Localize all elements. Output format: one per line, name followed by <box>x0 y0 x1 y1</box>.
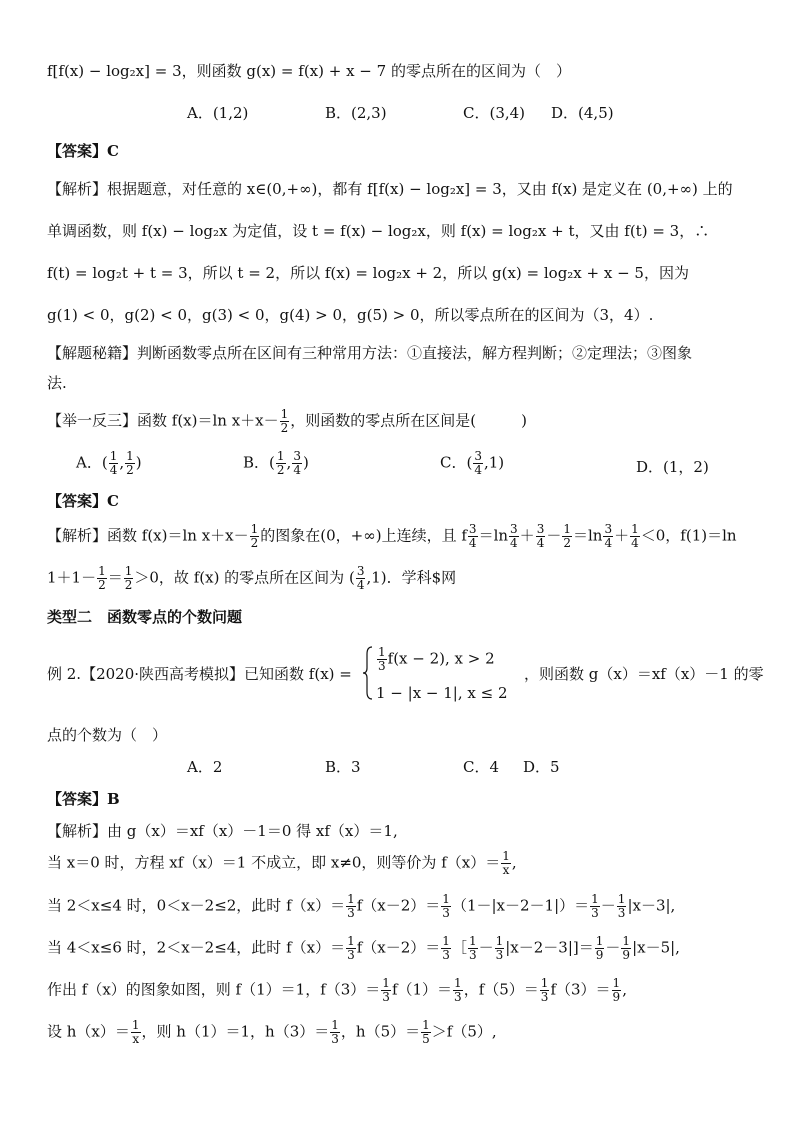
option-d: D．(4,5) <box>551 104 614 122</box>
example-title: 例 2.【2020·陕西高考模拟】已知函数 f(x) = <box>47 665 352 683</box>
text-line: f[f(x) − log₂x] = 3，则函数 g(x) = f(x) + x − 7 的零点所在的区间为（ ） <box>47 62 571 80</box>
text-line: g(1) < 0，g(2) < 0，g(3) < 0，g(4) > 0，g(5) > 0，所以零点所在的区间为（3，4）. <box>47 306 654 324</box>
answer-label: 【答案】B <box>47 790 120 808</box>
solution-line: 设 h（x）＝ $\frac{1}{x}$ ，则 h（1）＝1，h（3）＝ $\frac{1}{3}$ ，h（5）＝ $\frac{1}{5}$ ＞f（5）, <box>47 1018 497 1046</box>
option-c: C．( $\frac{3}{4}$ ,1) <box>440 449 505 477</box>
solution-line: 作出 f（x）的图象如图，则 f（1）＝1，f（3）＝ $\frac{1}{3}$ f（1）＝ $\frac{1}{3}$ ，f（5）＝ $\frac{1}{3}$ f（3）＝ $\frac{1}{9}$ , <box>47 976 627 1004</box>
piecewise-case-2: 1 − |x − 1|, x ≤ 2 <box>376 684 508 702</box>
fraction: $\frac{1}{2}$ <box>280 407 289 435</box>
text-line: 法. <box>47 374 67 392</box>
option-a: A．2 <box>187 758 223 776</box>
solution-line: 当 x＝0 时，方程 xf（x）＝1 不成立，即 x≠0，则等价为 f（x）＝ $\frac{1}{x}$ , <box>47 849 517 877</box>
option-b: B．(2,3) <box>325 104 387 122</box>
option-a: A．( $\frac{1}{4}$ , $\frac{1}{2}$ ) <box>76 449 142 477</box>
piecewise-brace <box>362 646 374 700</box>
text-line: 单调函数，则 f(x) − log₂x 为定值，设 t = f(x) − log₂x，则 f(x) = log₂x + t，又由 f(t) = 3，∴ <box>47 222 710 240</box>
text-line: 【解题秘籍】判断函数零点所在区间有三种常用方法：①直接法，解方程判断；②定理法；③图象 <box>47 344 693 362</box>
solution-line: 【解析】函数 f(x)＝ln x＋x－ $\frac{1}{2}$ 的图象在(0，+∞)上连续，且 f $\frac{3}{4}$ ＝ln $\frac{3}{4}$ ＋ $\frac{3}{4}$ － $\frac{1}{2}$ ＝ln $\frac{3}{4}$ ＋ $\frac{1}{4}$ ＜0，f(1)＝ln <box>47 522 737 550</box>
option-c: C．4 <box>463 758 500 776</box>
text-line: 点的个数为（ ） <box>47 726 168 744</box>
text-line: f(t) = log₂t + t = 3，所以 t = 2，所以 f(x) = log₂x + 2，所以 g(x) = log₂x + x − 5，因为 <box>47 264 689 282</box>
piecewise-case-1: $\frac{1}{3}$ f(x − 2), x > 2 <box>378 645 495 673</box>
section-heading: 类型二 函数零点的个数问题 <box>47 608 243 626</box>
option-d: D．5 <box>523 758 560 776</box>
option-b: B．3 <box>325 758 361 776</box>
option-d: D．(1，2) <box>636 458 709 476</box>
solution-line: 当 2＜x≤4 时，0＜x－2≤2，此时 f（x）＝ $\frac{1}{3}$ f（x－2）＝ $\frac{1}{3}$ （1－|x－2－1|）＝ $\frac{1}{3}$ － $\frac{1}{3}$ |x－3|, <box>47 892 676 920</box>
answer-label: 【答案】C <box>47 492 119 510</box>
option-a: A．(1,2) <box>187 104 249 122</box>
text-line: ，则函数 g（x）＝xf（x）－1 的零 <box>524 665 764 683</box>
option-c: C．(3,4) <box>463 104 526 122</box>
solution-line: 1＋1－ $\frac{1}{2}$ ＝ $\frac{1}{2}$ ＞0，故 f(x) 的零点所在区间为 ( $\frac{3}{4}$ ,1)．学科$网 <box>47 564 457 592</box>
option-b: B．( $\frac{1}{2}$ , $\frac{3}{4}$ ) <box>243 449 309 477</box>
exercise-stem: 【举一反三】函数 f(x)＝ln x＋x－ $\frac{1}{2}$ ，则函数的零点所在区间是( ) <box>47 407 527 435</box>
answer-label: 【答案】C <box>47 142 119 160</box>
solution-line: 当 4＜x≤6 时，2＜x－2≤4，此时 f（x）＝ $\frac{1}{3}$ f（x－2）＝ $\frac{1}{3}$ ［ $\frac{1}{3}$ － $\frac{1}{3}$ |x－2－3|]＝ $\frac{1}{9}$ － $\frac{1}{9}$ |x－5|, <box>47 934 680 962</box>
solution-line: 【解析】由 g（x）＝xf（x）－1＝0 得 xf（x）＝1, <box>47 822 398 840</box>
text-line: 【解析】根据题意，对任意的 x∈(0,+∞)，都有 f[f(x) − log₂x] = 3，又由 f(x) 是定义在 (0,+∞) 上的 <box>47 180 733 198</box>
